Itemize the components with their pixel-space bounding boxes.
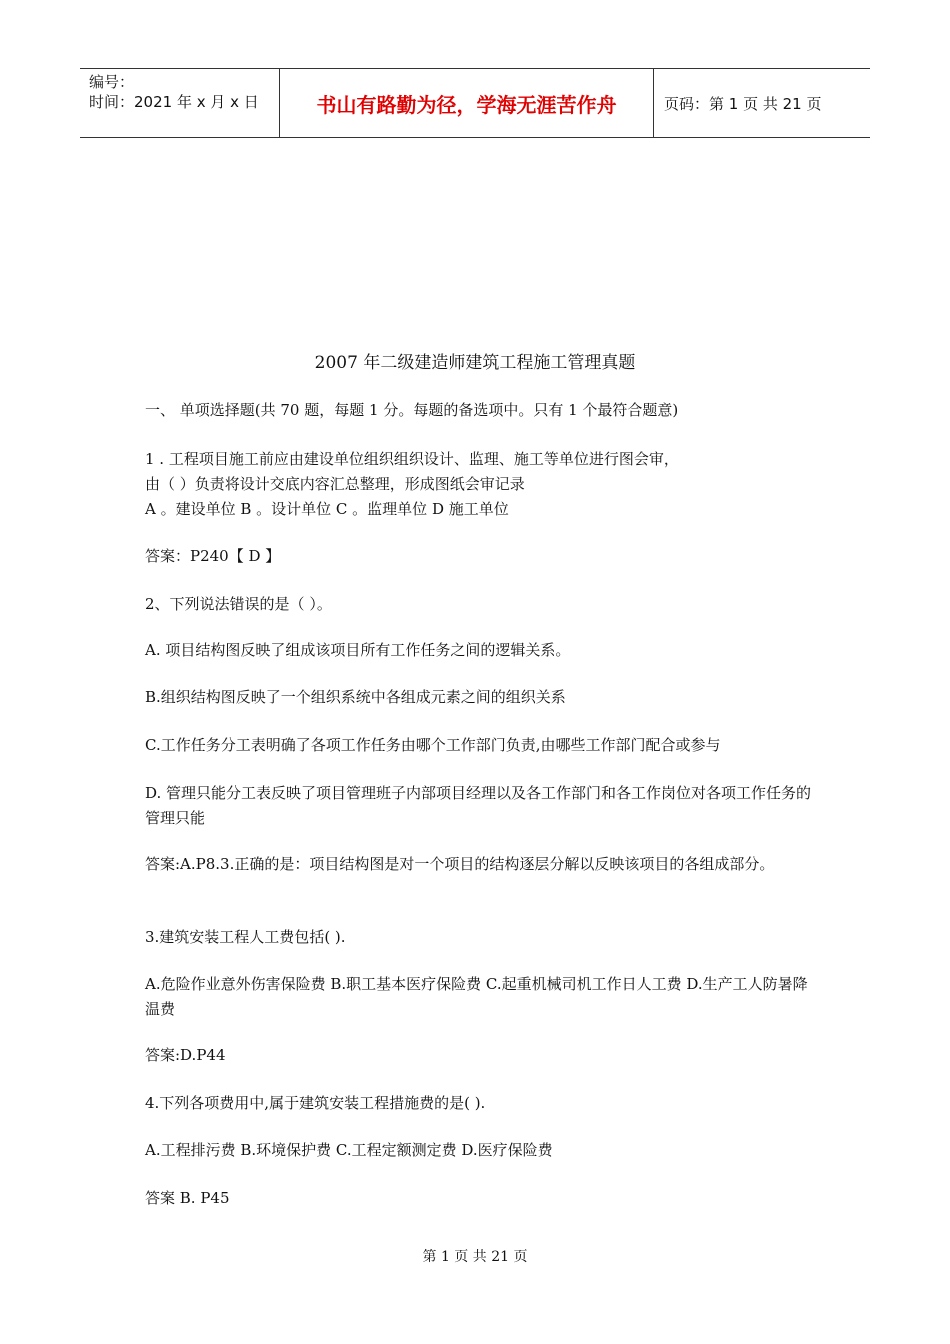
q2-option-d: D. 管理只能分工表反映了项目管理班子内部项目经理以及各工作部门和各工作岗位对各项工作任务的管理只能 — [145, 784, 812, 827]
q2-answer: 答案:A.P8.3.正确的是：项目结构图是对一个项目的结构逐层分解以反映该项目的各组成部分。 — [145, 855, 775, 873]
page-footer: 第 1 页 共 21 页 — [422, 1249, 528, 1265]
document-title: 2007 年二级建造师建筑工程施工管理真题 — [314, 353, 636, 373]
document-header — [80, 68, 870, 138]
q2-stem: 2、下列说法错误的是（ ）。 — [145, 595, 332, 613]
number-label: 编号： — [89, 73, 135, 91]
time-label: 时间：2021 年 x 月 x 日 — [89, 93, 259, 111]
header-meta — [80, 69, 280, 137]
q3-answer: 答案:D.P44 — [145, 1046, 226, 1064]
q1-options: A 。建设单位 B 。设计单位 C 。监理单位 D 施工单位 — [145, 500, 509, 518]
q1-stem-line2: 由（ ）负责将设计交底内容汇总整理，形成图纸会审记录 — [145, 475, 525, 493]
q4-stem: 4.下列各项费用中,属于建筑安装工程措施费的是( ). — [145, 1094, 486, 1112]
section-heading: 一、 单项选择题(共 70 题，每题 1 分。每题的备选项中。只有 1 个最符合题意) — [145, 401, 679, 419]
q2-option-c: C.工作任务分工表明确了各项工作任务由哪个工作部门负责,由哪些工作部门配合或参与 — [145, 736, 721, 754]
q4-options: A.工程排污费 B.环境保护费 C.工程定额测定费 D.医疗保险费 — [145, 1141, 553, 1159]
q3-stem: 3.建筑安装工程人工费包括( ). — [145, 928, 346, 946]
q4-answer: 答案 B. P45 — [145, 1189, 230, 1207]
q3-options: A.危险作业意外伤害保险费 B.职工基本医疗保险费 C.起重机械司机工作日人工费 D.生产工人防暑降温费 — [145, 975, 808, 1018]
header-page-label: 页码：第 1 页 共 21 页 — [664, 94, 822, 113]
q2-option-b: B.组织结构图反映了一个组织系统中各组成元素之间的组织关系 — [145, 688, 566, 706]
q1-answer: 答案：P240【 D 】 — [145, 547, 281, 565]
header-motto: 书山有路勤为径，学海无涯苦作舟 — [280, 69, 654, 137]
q1-stem-line1: 1 . 工程项目施工前应由建设单位组织组织设计、监理、施工等单位进行图会审， — [145, 450, 679, 468]
q2-option-a: A. 项目结构图反映了组成该项目所有工作任务之间的逻辑关系。 — [145, 641, 571, 659]
